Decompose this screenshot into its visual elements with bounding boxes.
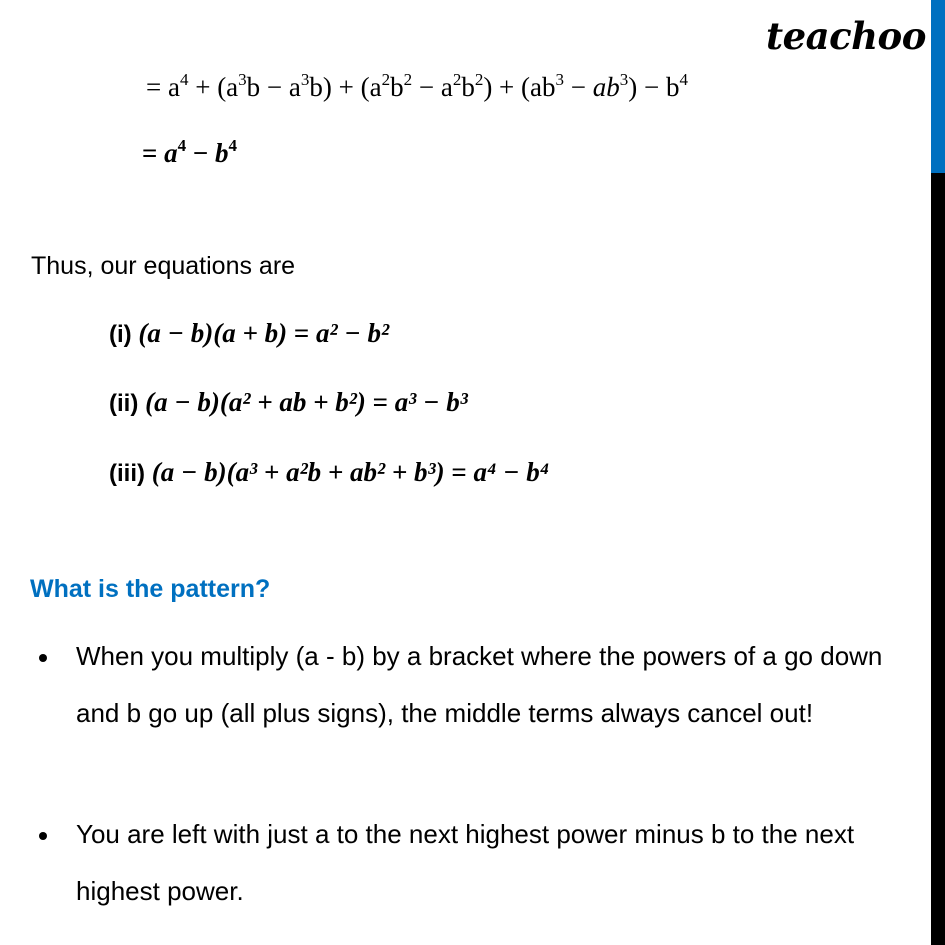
equation-lhs: (a − b)(a² + ab + b²) <box>145 387 366 417</box>
bullet-icon <box>39 832 47 840</box>
pattern-bullet-2: You are left with just a to the next highest power minus b to the next highest power. <box>76 819 855 906</box>
intro-text: Thus, our equations are <box>31 252 296 280</box>
derivation-result: = $a^4 - b^4$ <box>142 136 238 168</box>
equation-lhs: (a − b)(a³ + a²b + ab² + b³) <box>151 457 445 487</box>
equation-rhs: a⁴ − b⁴ <box>473 457 550 487</box>
equation-3: (iii) (a − b)(a³ + a²b + ab² + b³) = a⁴ − b⁴ <box>109 457 550 487</box>
pattern-bullet-1: When you multiply (a - b) by a bracket where the powers of a go down and b go up (all plus signs), the middle terms always cancel out! <box>76 641 883 728</box>
equation-label: (i) <box>109 321 132 348</box>
equation-1: (i) (a − b)(a + b) = a² − b² <box>109 318 390 348</box>
teachoo-logo: teachoo <box>766 14 926 58</box>
equation-rhs: a² − b² <box>316 318 390 348</box>
equation-2: (ii) (a − b)(a² + ab + b²) = a³ − b³ <box>109 387 468 417</box>
equation-lhs: (a − b)(a + b) <box>138 318 288 348</box>
equation-label: (ii) <box>109 390 139 417</box>
bullet-icon <box>39 654 47 662</box>
accent-bar-black <box>931 173 945 945</box>
derivation-line-1: = $a^4 + (a^3b - a^3b) + (a^2b^2 - a^2b^2) + (ab^3 - ab^3) - b^4$ <box>146 70 688 102</box>
equation-rhs: a³ − b³ <box>394 387 468 417</box>
pattern-heading: What is the pattern? <box>30 575 271 603</box>
accent-bar-blue <box>931 0 945 173</box>
equation-label: (iii) <box>109 460 145 487</box>
